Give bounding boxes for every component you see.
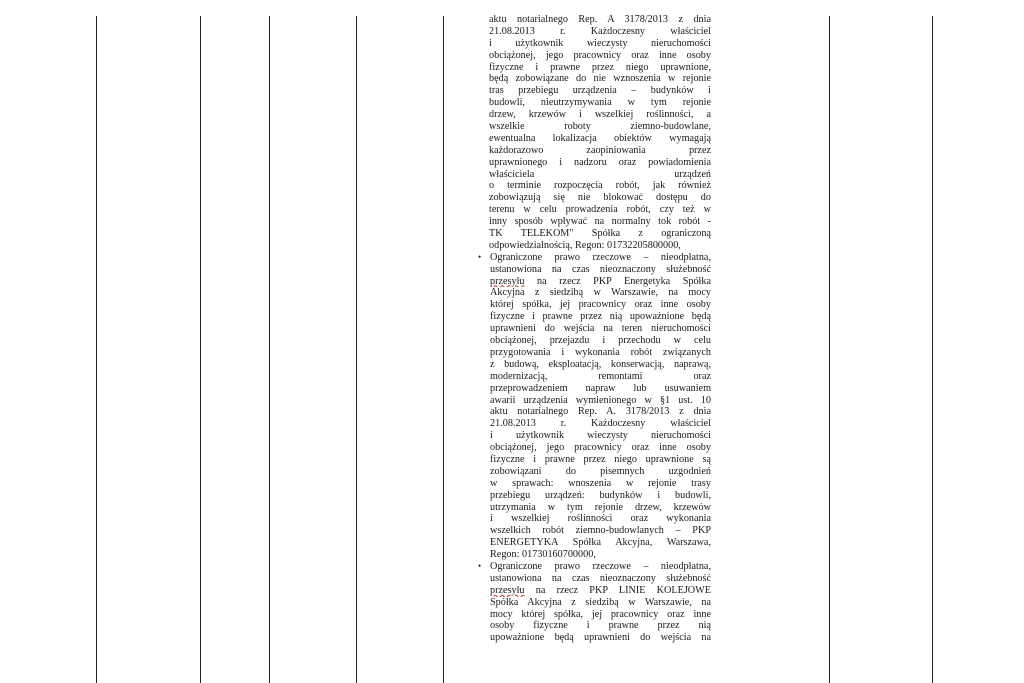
text-line: upoważnione będą uprawnieni do wejścia na [490, 632, 711, 644]
text-line: Akcyjna z siedzibą w Warszawie, na mocy [490, 287, 711, 299]
table-column-divider [932, 16, 933, 683]
text-line: tras przebiegu urządzenia – budynków i [489, 85, 711, 97]
text-line: Spółka Akcyjna z siedzibą w Warszawie, na [490, 596, 711, 608]
list-item [477, 561, 711, 644]
paragraph-text [489, 14, 711, 252]
text-line: odpowiedzialnością, Regon: 01732205800000, [489, 239, 681, 251]
text-line: zobowiązani do pisemnych uzgodnień [490, 465, 711, 477]
indent-spacer [477, 14, 489, 252]
text-line: Ograniczone prawo rzeczowe – nieodpłatna, [490, 560, 711, 572]
text-line: przeprowadzeniem napraw lub usuwaniem [490, 382, 711, 394]
text-line: przesyłu na rzecz PKP Energetyka Spółka [490, 275, 711, 287]
text-line: fizyczne i prawne przez niego uprawnione są [490, 453, 711, 465]
text-line: fizyczne i prawne przez nią upoważnione będą [490, 311, 711, 323]
table-column-divider [200, 16, 201, 683]
text-line: uprawnieni do wejścia na teren nieruchomości [490, 323, 711, 335]
text-line: ustanowiona na czas nieoznaczony służebność [490, 263, 711, 275]
text-line: zobowiązują się nie blokować dostępu do [489, 192, 711, 204]
text-line: drzew, krzewów i wszelkiej roślinności, a [489, 109, 711, 121]
text-line: ustanowiona na czas nieoznaczony służebność [490, 572, 711, 584]
text-line: aktu notarialnego Rep. A 3178/2013 z dnia [489, 14, 711, 25]
table-column-divider [269, 16, 270, 683]
text-line: 21.08.2013 r. Każdoczesny właściciel [490, 418, 711, 430]
text-line: obciążonej, przejazdu i przechodu w celu [490, 335, 711, 347]
text-line: uprawnionego i nadzoru oraz powiadomienia [489, 156, 711, 168]
text-line: utrzymania w tym rejonie drzew, krzewów [490, 501, 711, 513]
text-line: będą zobowiązane do nie wznoszenia w rejonie [489, 73, 711, 85]
text-line: o terminie rozpoczęcia robót, jak również [489, 180, 711, 192]
text-line: właściciela urządzeń [489, 168, 711, 180]
text-line: Ograniczone prawo rzeczowe – nieodpłatna, [490, 251, 711, 263]
text-line: przesyłu na rzecz PKP LINIE KOLEJOWE [490, 584, 711, 596]
text-line: w sprawach: wnoszenia w rejonie trasy [490, 477, 711, 489]
text-line: terenu w celu prowadzenia robót, czy też w [489, 204, 711, 216]
text-line: ewentualna lokalizacja obiektów wymagają [489, 132, 711, 144]
text-line: przygotowania i wykonania robót związanych [490, 346, 711, 358]
text-line: osoby fizyczne i prawne przez nią [490, 620, 711, 632]
text-line: 21.08.2013 r. Każdoczesny właściciel [489, 25, 711, 37]
text-line: obciążonej, jego pracownicy oraz inne osoby [490, 442, 711, 454]
text-line: obciążonej, jego pracownicy oraz inne osoby [489, 49, 711, 61]
text-line: i użytkownik wieczysty nieruchomości [489, 37, 711, 49]
text-line: ENERGETYKA Spółka Akcyjna, Warszawa, [490, 537, 711, 549]
text-line: każdorazowo zaopiniowania przez [489, 144, 711, 156]
text-line: awarii urządzenia wymienionego w §1 ust. 10 [490, 394, 711, 406]
bullet-marker: • [478, 251, 482, 262]
text-line: budowli, nieutrzymywania w tym rejonie [489, 97, 711, 109]
text-line: której spółka, jej pracownicy oraz inne osoby [490, 299, 711, 311]
text-line: wszelkich robót ziemno-budowlanych – PKP [490, 525, 711, 537]
text-line: inny sposób wpływać na normalny tok robót - [489, 216, 711, 228]
table-column-divider [96, 16, 97, 683]
table-column-divider [443, 16, 444, 683]
text-line: fizyczne i prawne przez niego uprawnione, [489, 61, 711, 73]
paragraph-text [490, 561, 711, 644]
text-line: TK TELEKOM" Spółka z ograniczoną [489, 228, 711, 240]
text-line: wszelkie roboty ziemno-budowlane, [489, 121, 711, 133]
list-item [477, 14, 711, 252]
text-line: mocy której spółka, jej pracownicy oraz inne [490, 608, 711, 620]
text-line: i użytkownik wieczysty nieruchomości [490, 430, 711, 442]
text-line: aktu notarialnego Rep. A. 3178/2013 z dnia [490, 406, 711, 418]
text-line: z budową, eksploatacją, konserwacją, naprawą, [490, 358, 711, 370]
document-text-cell [477, 14, 711, 644]
spellcheck-underline: przesyłu [490, 275, 525, 287]
text-line: Regon: 01730160700000, [490, 549, 596, 561]
text-line: i wszelkiej roślinności oraz wykonania [490, 513, 711, 525]
text-line: przebiegu urządzeń: budynków i budowli, [490, 489, 711, 501]
list-item [477, 252, 711, 561]
table-column-divider [356, 16, 357, 683]
bullet-marker: • [478, 560, 482, 571]
text-line: modernizacją, remontami oraz [490, 370, 711, 382]
paragraph-text [490, 252, 711, 561]
table-column-divider [829, 16, 830, 683]
spellcheck-underline: przesyłu [490, 584, 525, 596]
